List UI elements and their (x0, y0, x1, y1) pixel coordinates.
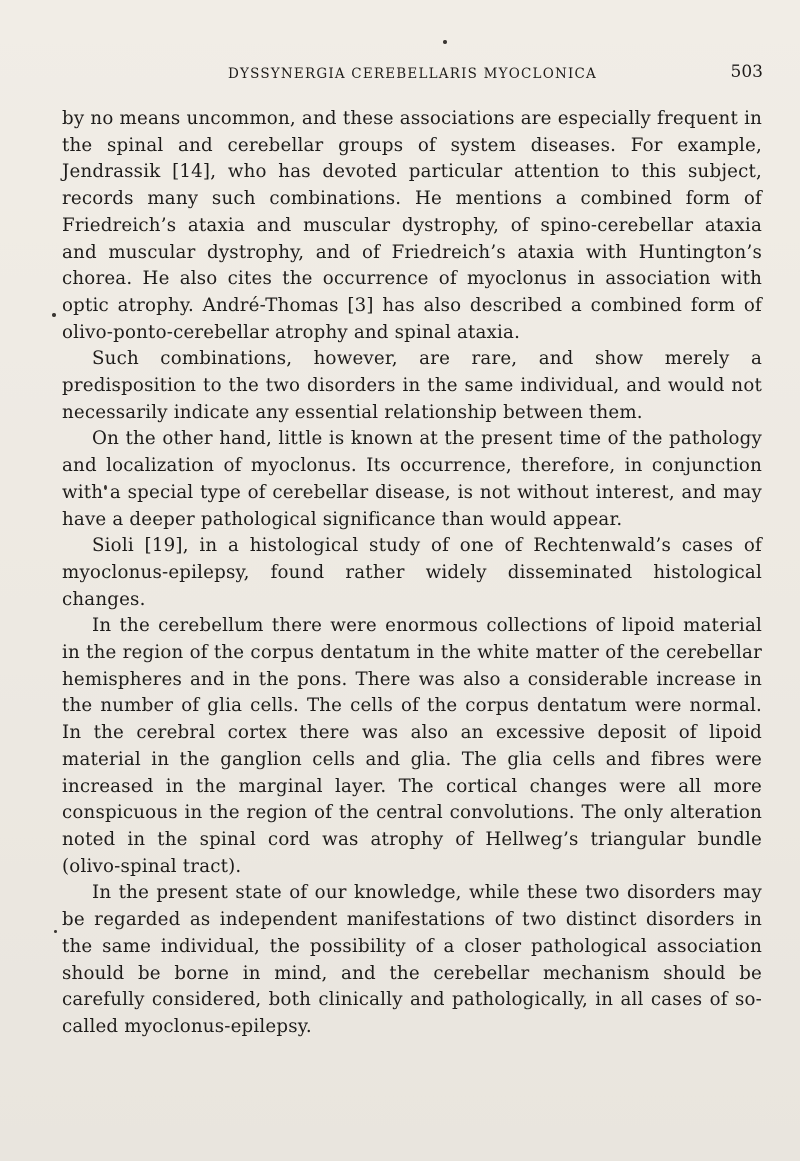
page-speck (54, 930, 57, 933)
body-text (62, 106, 762, 1041)
page-speck (443, 40, 447, 44)
page-speck (52, 313, 56, 317)
page-header (60, 62, 765, 88)
paragraph-conclusion: In the present state of our knowledge, while these two disorders may be regarded as independent manifestations of two distinct disorders in the same individual, the possibility of a closer pathological association should be borne in mind, and the cerebellar mechanism should be carefully considered, both clinically and pathologically, in all cases of so-called myoclonus-epilepsy. (62, 882, 762, 1037)
page-number: 503 (730, 62, 763, 82)
paragraph-combinations: Such combinations, however, are rare, and show merely a predisposition to the two disorders in the same individual, and would not necessarily indicate any essential relationship between them. (62, 348, 762, 423)
running-title: DYSSYNERGIA CEREBELLARIS MYOCLONICA (228, 66, 597, 82)
paragraph-pathology: On the other hand, little is known at the present time of the pathology and localization of myoclonus. Its occurrence, therefore, in conjunction with a special type of cerebellar disease, is not without interest, and may have a deeper pathological significance than would appear. (62, 428, 762, 530)
paragraph-sioli: Sioli [19], in a histological study of one of Rechtenwald’s cases of myoclonus-epilepsy, found rather widely disseminated histological changes. (62, 535, 762, 610)
paragraph-cerebellum-findings: In the cerebellum there were enormous collections of lipoid material in the region of the corpus dentatum in the white matter of the cerebellar hemispheres and in the pons. There was also a considerable increase in the number of glia cells. The cells of the corpus dentatum were normal. In the cerebral cortex there was also an excessive deposit of lipoid material in the ganglion cells and glia. The glia cells and fibres were increased in the marginal layer. The cortical changes were all more conspicuous in the region of the central convolutions. The only alteration noted in the spinal cord was atrophy of Hellweg’s triangular bundle (olivo-spinal tract). (62, 615, 762, 877)
paragraph-continuation: by no means uncommon, and these associations are especially frequent in the spinal and cerebellar groups of system diseases. For example, Jendrassik [14], who has devoted particular attention to this subject, records many such combinations. He mentions a combined form of Friedreich’s ataxia and muscular dystrophy, of spino-cerebellar ataxia and muscular dystrophy, and of Friedreich’s ataxia with Huntington’s chorea. He also cites the occurrence of myoclonus in association with optic atrophy. André-Thomas [3] has also described a combined form of olivo-ponto-cerebellar atrophy and spinal ataxia. (62, 108, 762, 343)
